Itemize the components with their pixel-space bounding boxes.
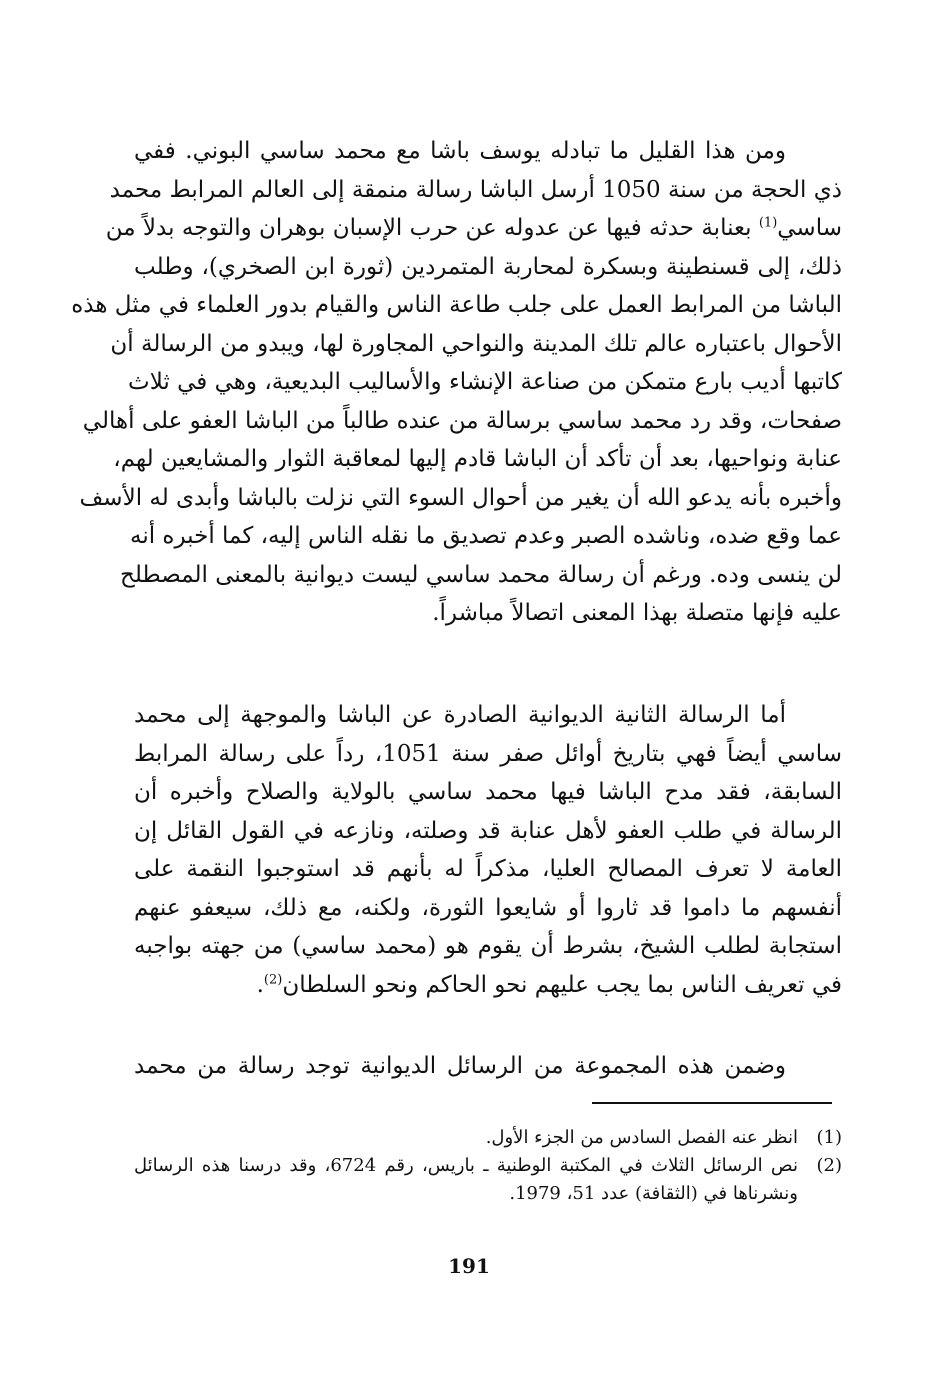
text-line: عنابة ونواحيها، بعد أن تأكد أن الباشا قادم إليها لمعاقبة الثوار والمشايعين لهم، xyxy=(113,446,842,472)
footnote-ref-1[interactable]: (1) xyxy=(758,215,778,231)
text-line: السابقة، فقد مدح الباشا فيها محمد ساسي بالولاية والصلاح وأخبره أن xyxy=(134,779,842,805)
text-line: استجابة لطلب الشيخ، بشرط أن يقوم هو (محمد ساسي) من جهته بواجبه xyxy=(134,933,842,959)
text-line: كاتبها أديب بارع متمكن من صناعة الإنشاء والأساليب البديعية، وهي في ثلاث xyxy=(128,369,842,395)
text-line: ومن هذا القليل ما تبادله يوسف باشا مع محمد ساسي البوني. ففي xyxy=(134,138,786,164)
text-line: الرسالة في طلب العفو لأهل عنابة قد وصلته، ونازعه في القول القائل إن xyxy=(134,817,842,844)
text-line: عما وقع ضده، وناشده الصبر وعدم تصديق ما نقله الناس إليه، كما أخبره أنه xyxy=(129,523,842,549)
text-line: الباشا من المرابط العمل على جلب طاعة الناس والقيام بدور العلماء في مثل هذه xyxy=(71,292,842,318)
footnote-text: نص الرسائل الثلاث في المكتبة الوطنية ـ باريس، رقم 6724، وقد درسنا هذه الرسائل ونشرناها في (الثقافة) عدد 51، 1979. xyxy=(134,1155,798,1204)
footnote-ref-2[interactable]: (2) xyxy=(263,971,283,987)
text-line: ساسي$^{(1)}$ بعنابة حدثه فيها عن عدوله عن حرب الإسبان بوهران والتوجه بدلاً من xyxy=(105,215,842,241)
text-line: الأحوال باعتباره عالم تلك المدينة والنواحي المجاورة لها، ويبدو من الرسالة أن xyxy=(110,330,842,357)
paragraph-2 xyxy=(134,696,842,1004)
text-line: لن ينسى وده. ورغم أن رسالة محمد ساسي ليست ديوانية بالمعنى المصطلح xyxy=(119,561,842,588)
text-line: صفحات، وقد رد محمد ساسي برسالة من عنده طالباً من الباشا العفو على أهالي xyxy=(82,407,842,434)
footnote-text: انظر عنه الفصل السادس من الجزء الأول. xyxy=(485,1127,798,1148)
footnote-1 xyxy=(134,1124,842,1152)
text-line: عليه فإنها متصلة بهذا المعنى اتصالاً مباشراً. xyxy=(432,600,842,626)
text-line: العامة لا تعرف المصالح العليا، مذكراً له بأنهم قد استوجبوا النقمة على xyxy=(134,856,842,882)
text-line: في تعريف الناس بما يجب عليهم نحو الحاكم ونحو السلطان$^{(2)}$. xyxy=(256,971,842,998)
text-line: وضمن هذه المجموعة من الرسائل الديوانية توجد رسالة من محمد xyxy=(134,1053,786,1079)
text-line: ساسي أيضاً فهي بتاريخ أوائل صفر سنة 1051، رداً على رسالة المرابط xyxy=(134,740,842,767)
footnote-number: (1) xyxy=(816,1127,842,1148)
text-line: وأخبره بأنه يدعو الله أن يغير من أحوال السوء التي نزلت بالباشا وأبدى له الأسف xyxy=(79,484,842,511)
text-line: أنفسهم ما داموا قد ثاروا أو شايعوا الثورة، ولكنه، مع ذلك، سيعفو عنهم xyxy=(134,894,842,921)
text-line: أما الرسالة الثانية الديوانية الصادرة عن الباشا والموجهة إلى محمد xyxy=(134,702,786,728)
paragraph-3 xyxy=(134,1047,842,1086)
paragraph-1 xyxy=(71,132,842,633)
footnotes xyxy=(134,1124,842,1208)
page-number: 191 xyxy=(448,1254,490,1278)
text-line: ذي الحجة من سنة 1050 أرسل الباشا رسالة منمقة إلى العالم المرابط محمد xyxy=(109,176,842,203)
footnote-2 xyxy=(134,1152,842,1208)
footnote-number: (2) xyxy=(816,1155,842,1176)
text-line: ذلك، إلى قسنطينة وبسكرة لمحاربة المتمردين (ثورة ابن الصخري)، وطلب xyxy=(134,253,842,280)
footnote-separator xyxy=(592,1102,832,1104)
